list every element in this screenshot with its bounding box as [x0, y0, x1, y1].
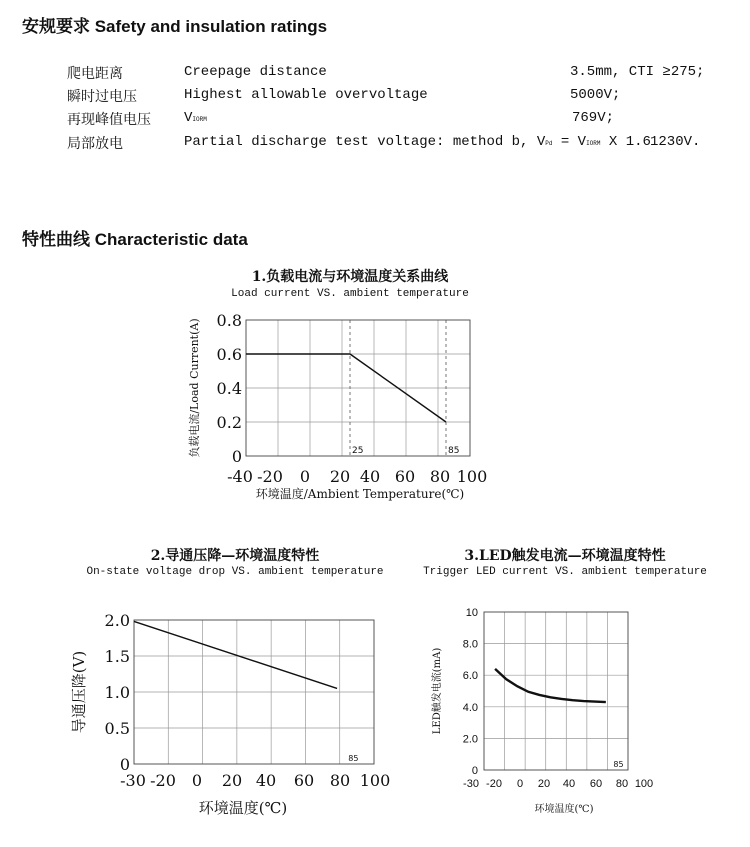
characteristic-heading: 特性曲线 Characteristic data — [22, 230, 248, 249]
y-tick-label: 0 — [119, 755, 130, 774]
x-tick-label: 20 — [221, 771, 243, 790]
x-tick-label: -20 — [486, 778, 502, 790]
marker-label: 85 — [348, 754, 359, 763]
series-line — [134, 621, 337, 688]
x-tick-label: 20 — [329, 467, 351, 486]
x-tick-label: 100 — [359, 771, 391, 790]
y-tick-label: 0.4 — [216, 379, 242, 398]
rating-value: 3.5mm, CTI ≥275; — [570, 64, 705, 80]
y-axis-label: 负载电流/Load Current(A) — [188, 318, 201, 458]
x-tick-label: 80 — [329, 771, 351, 790]
rating-cn: 局部放电 — [67, 136, 123, 152]
x-tick-label: 60 — [293, 771, 315, 790]
y-tick-label: 0.5 — [104, 719, 130, 738]
rating-value: 769V; — [572, 110, 615, 126]
rating-cn: 再现峰值电压 — [67, 112, 151, 128]
y-tick-label: 2.0 — [462, 733, 478, 746]
y-tick-label: 10 — [465, 607, 478, 619]
x-tick-label: 40 — [359, 467, 381, 486]
safety-heading: 安规要求 Safety and insulation ratings — [22, 17, 328, 36]
x-tick-label: 20 — [537, 778, 551, 790]
y-tick-label: 0 — [471, 765, 478, 777]
subscript-iorm: IORM — [192, 116, 207, 123]
marker-label: 85 — [448, 446, 460, 456]
chart2-subtitle: On-state voltage drop VS. ambient temperature — [86, 566, 384, 578]
series-line — [495, 669, 606, 702]
y-tick-label: 0.6 — [216, 345, 242, 364]
y-tick-label: 0.2 — [216, 413, 242, 432]
symbol-v: V — [184, 110, 193, 126]
rating-value: 1230V. — [650, 134, 701, 150]
rating-en: Creepage distance — [184, 64, 327, 80]
pd-text-mid: = V — [552, 134, 587, 150]
pd-text-tail: X 1.6 — [600, 134, 651, 150]
y-tick-label: 6.0 — [462, 670, 478, 683]
subscript-pd: Pd — [545, 140, 553, 147]
x-tick-label: 0 — [191, 771, 203, 790]
rating-value: 5000V; — [570, 87, 621, 103]
rating-cn: 爬电距离 — [67, 66, 123, 82]
x-tick-label: 0 — [299, 467, 311, 486]
x-tick-label: 0 — [516, 778, 524, 790]
x-tick-label: -30 — [120, 771, 146, 790]
chart1-subtitle: Load current VS. ambient temperature — [231, 288, 469, 300]
x-axis-label: 环境温度(℃) — [534, 804, 594, 815]
x-tick-label: 60 — [589, 778, 603, 790]
chart3-title: 3.LED触发电流—环境温度特性 — [464, 548, 666, 564]
y-tick-label: 0 — [231, 447, 242, 466]
x-tick-label: -20 — [150, 771, 176, 790]
x-axis-label: 环境温度(℃) — [198, 799, 288, 817]
pd-text: Partial discharge test voltage: method b, V — [184, 134, 546, 150]
subscript-iorm: IORM — [586, 140, 601, 147]
chart1-title: 1.负载电流与环境温度关系曲线 — [251, 269, 449, 285]
x-axis-label: 环境温度/Ambient Temperature(℃) — [255, 487, 465, 501]
x-tick-label: 100 — [634, 778, 654, 790]
y-tick-label: 8.0 — [462, 638, 478, 651]
y-tick-label: 4.0 — [462, 701, 478, 714]
x-tick-label: 60 — [394, 467, 416, 486]
rating-cn: 瞬时过电压 — [67, 89, 137, 105]
x-tick-label: -20 — [257, 467, 283, 486]
x-tick-label: 100 — [456, 467, 488, 486]
plot-frame — [484, 612, 628, 770]
x-tick-label: -40 — [227, 467, 253, 486]
x-tick-label: 40 — [255, 771, 277, 790]
rating-en: Highest allowable overvoltage — [184, 87, 428, 103]
x-tick-label: -30 — [463, 778, 479, 790]
x-tick-label: 80 — [429, 467, 451, 486]
y-tick-label: 1.5 — [104, 647, 130, 666]
y-tick-label: 1.0 — [104, 683, 130, 702]
y-axis-label: LED触发电流(mA) — [432, 647, 443, 735]
chart3-subtitle: Trigger LED current VS. ambient temperature — [423, 566, 707, 578]
chart2-title: 2.导通压降—环境温度特性 — [150, 548, 320, 564]
y-tick-label: 2.0 — [104, 611, 130, 630]
x-tick-label: 40 — [562, 778, 576, 790]
marker-label: 25 — [352, 446, 364, 456]
y-axis-label: 导通压降(V) — [70, 650, 88, 734]
y-tick-label: 0.8 — [216, 311, 242, 330]
x-tick-label: 80 — [615, 778, 629, 790]
marker-label: 85 — [613, 760, 624, 769]
